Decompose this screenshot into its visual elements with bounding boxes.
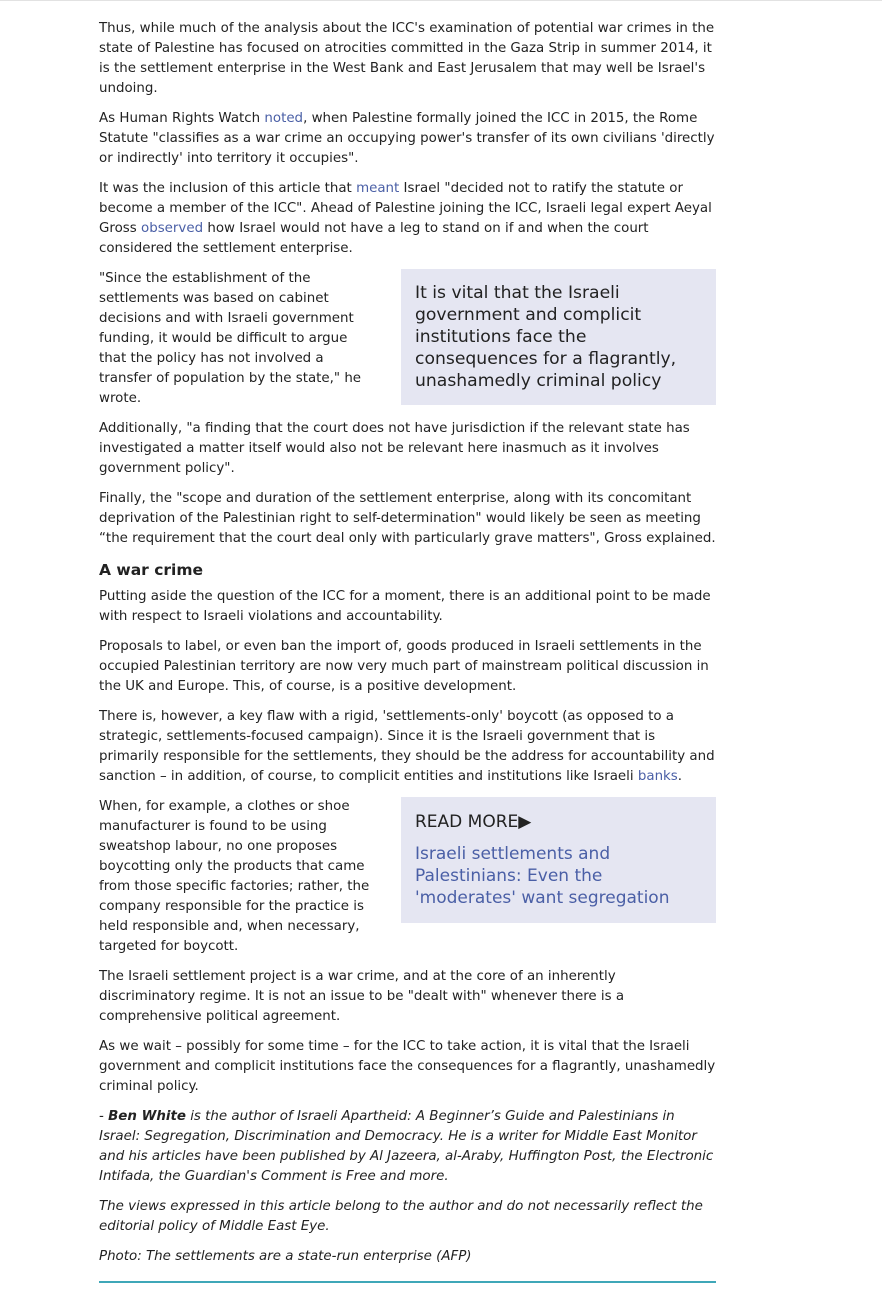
disclaimer: The views expressed in this article belong to the author and do not necessarily reflect the editorial policy of Middle East Eye. xyxy=(99,1199,703,1234)
paragraph: The Israeli settlement project is a war crime, and at the core of an inherently discriminatory regime. It is not an issue to be "dealt with" whenever there is a comprehensive political agreement. xyxy=(99,969,625,1024)
section-heading: A war crime xyxy=(99,561,204,579)
link-banks[interactable]: banks xyxy=(637,769,678,784)
paragraph: Additionally, "a finding that the court does not have jurisdiction if the relevant state has investigated a matter itself would also not be relevant here inasmuch as it involves government policy". xyxy=(99,421,690,476)
author-name: Ben White xyxy=(108,1109,186,1124)
paragraph: Thus, while much of the analysis about the ICC's examination of potential war crimes in the state of Palestine has focused on atrocities committed in the Gaza Strip in summer 2014, it is the settlement enterprise in the West Bank and East Jerusalem that may well be Israel's undoing. xyxy=(99,21,715,96)
paragraph: As Human Rights Watch noted, when Palestine formally joined the ICC in 2015, the Rome Statute "classifies as a war crime an occupying power's transfer of its own civilians 'directly or indirectly' into territory it occupies". xyxy=(99,111,715,166)
top-divider xyxy=(0,0,882,1)
pull-quote: It is vital that the Israeli government and complicit institutions face the consequences for a flagrantly, unashamedly criminal policy xyxy=(401,269,716,405)
read-more-label: READ MORE▶ xyxy=(415,812,532,832)
paragraph: When, for example, a clothes or shoe manufacturer is found to be using sweatshop labour, no one proposes boycotting only the products that came from those specific factories; rather, the company responsible for the practice is held responsible and, when necessary, targeted for boycott. xyxy=(99,799,370,954)
bottom-divider xyxy=(99,1281,716,1283)
paragraph: Proposals to label, or even ban the import of, goods produced in Israeli settlements in the occupied Palestinian territory are now very much part of mainstream political discussion in the UK and Europe. This, of course, is a positive development. xyxy=(99,639,709,694)
paragraph: Putting aside the question of the ICC for a moment, there is an additional point to be made with respect to Israeli violations and accountability. xyxy=(99,589,711,624)
photo-caption: Photo: The settlements are a state-run enterprise (AFP) xyxy=(99,1249,472,1264)
play-arrow-icon: ▶ xyxy=(518,812,532,832)
link-noted[interactable]: noted xyxy=(264,111,304,126)
read-more-link[interactable]: Israeli settlements and Palestinians: Even the 'moderates' want segregation xyxy=(415,844,670,908)
link-meant[interactable]: meant xyxy=(356,181,400,196)
article-body xyxy=(99,19,716,1283)
paragraph: Finally, the "scope and duration of the settlement enterprise, along with its concomitant deprivation of the Palestinian right to self-determination" would likely be seen as meeting “the requirement that the court deal only with particularly grave matters", Gross explained. xyxy=(99,491,716,546)
author-bio: - Ben White is the author of Israeli Apartheid: A Beginner’s Guide and Palestinians in Israel: Segregation, Discrimination and Democracy. He is a writer for Middle East Monitor and his articles have been published by Al Jazeera, al-Araby, Huffington Post, the Electronic Intifada, the Guardian's Comment is Free and more. xyxy=(99,1109,714,1184)
paragraph: As we wait – possibly for some time – for the ICC to take action, it is vital that the Israeli government and complicit institutions face the consequences for a flagrantly, unashamedly criminal policy. xyxy=(99,1039,716,1094)
read-more-box xyxy=(401,797,716,923)
paragraph: It was the inclusion of this article that meant Israel "decided not to ratify the statute or become a member of the ICC". Ahead of Palestine joining the ICC, Israeli legal expert Aeyal Gross observed how Israel would not have a leg to stand on if and when the court considered the settlement enterprise. xyxy=(99,181,712,256)
paragraph: "Since the establishment of the settlements was based on cabinet decisions and with Israeli government funding, it would be difficult to argue that the policy has not involved a transfer of population by the state," he wrote. xyxy=(99,271,362,406)
link-observed[interactable]: observed xyxy=(141,221,204,236)
paragraph: There is, however, a key flaw with a rigid, 'settlements-only' boycott (as opposed to a strategic, settlements-focused campaign). Since it is the Israeli government that is primarily responsible for the settlements, they should be the address for accountability and sanction – in addition, of course, to complicit entities and institutions like Israeli banks. xyxy=(99,709,715,784)
